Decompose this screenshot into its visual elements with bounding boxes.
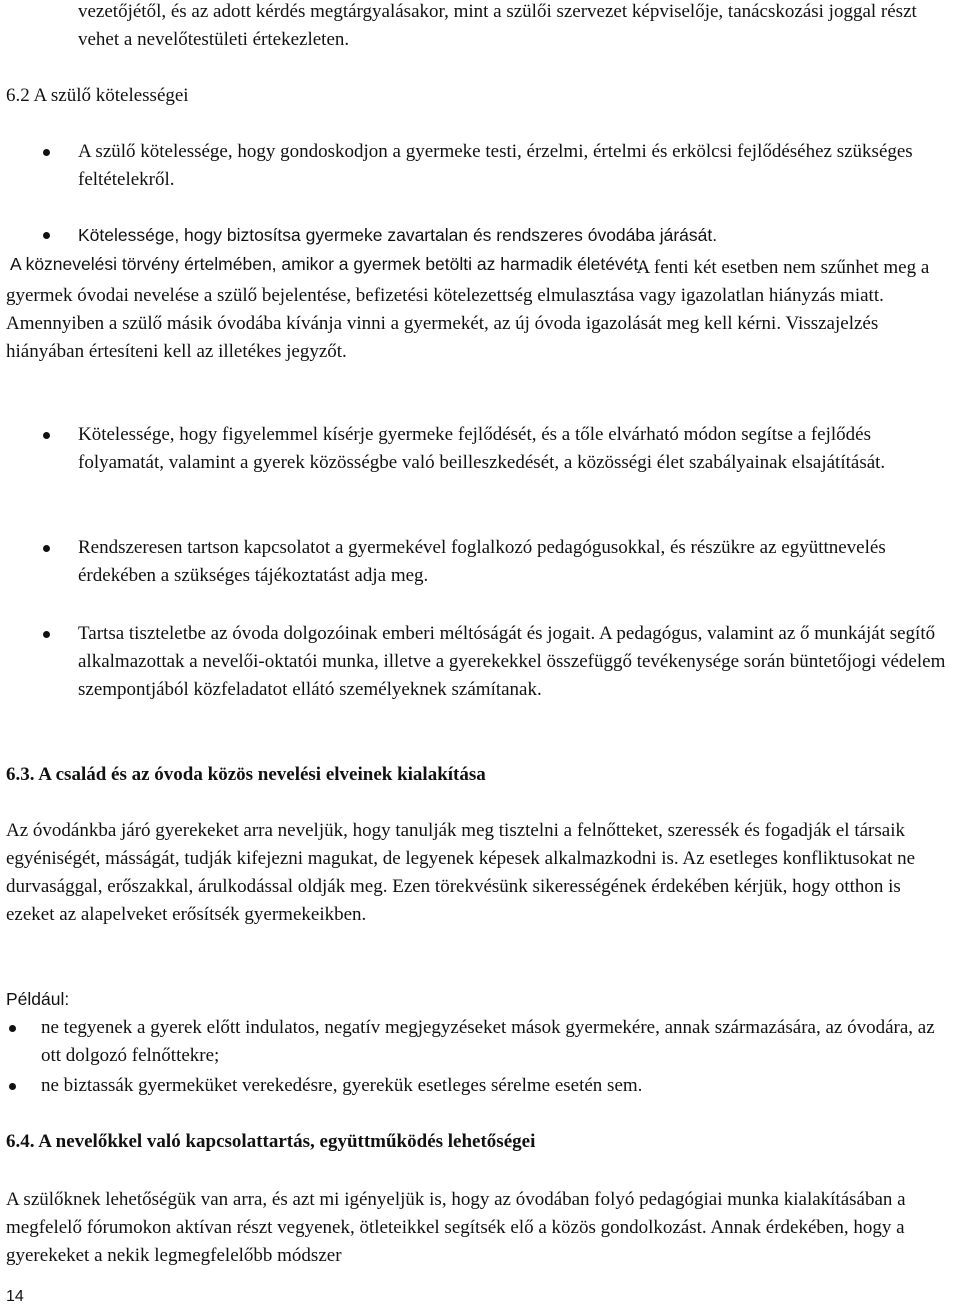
bullet-icon [43, 631, 50, 638]
section-6-4-heading: 6.4. A nevelőkkel való kapcsolattartás, együttműködés lehetőségei [6, 1131, 536, 1152]
bullet-icon [43, 232, 50, 239]
duty-bullet-1: A szülő kötelessége, hogy gondoskodjon a gyermeke testi, érzelmi, értelmi és erkölcsi fejlődéséhez szükséges feltételekről. [78, 141, 913, 190]
intro-paragraph: vezetőjétől, és az adott kérdés megtárgyalásakor, mint a szülői szervezet képviselője, tanácskozási joggal részt vehet a nevelőtestületi értekezleten. [78, 1, 917, 50]
duty-bullet-3: Kötelessége, hogy figyelemmel kísérje gyermeke fejlődését, és a tőle elvárható módon segítse a fejlődés folyamatát, valamint a gyerek közösségbe való beilleszkedését, a közösségi élet szabályainak elsajátítását. [78, 424, 886, 473]
duty-bullet-2: Kötelessége, hogy biztosítsa gyermeke zavartalan és rendszeres óvodába járását. [78, 225, 718, 245]
absence-paragraph-text [6, 254, 954, 366]
section-6-3-heading: 6.3. A család és az óvoda közös nevelési elveinek kialakítása [6, 764, 486, 785]
law-note: A köznevelési törvény értelmében, amikor a gyermek betölti az harmadik életévét. [10, 254, 644, 274]
duty-bullet-5: Tartsa tiszteletbe az óvoda dolgozóinak emberi méltóságát és jogait. A pedagógus, valamint az ő munkáját segítő alkalmazottak a nevelői-oktatói munka, illetve a gyerekekkel összefüggő tevékenysége során büntetőjogi védelem szempontjából közfeladatot ellátó személyeknek számítanak. [78, 623, 946, 700]
example-label: Például: [6, 989, 70, 1009]
absence-paragraph-body: A fenti két esetben nem szűnhet meg a gyermek óvodai nevelése a szülő bejelentése, befizetési kötelezettség elmulasztása vagy igazolatlan hiányzás miatt. Amennyiben a szülő másik óvodába kívánja vinni a gyermekét, az új óvoda igazolását meg kell kérni. Visszajelzés hiányában értesíteni kell az illetékes jegyzőt. [6, 257, 930, 362]
example-bullet-2: ne biztassák gyermeküket verekedésre, gyerekük esetleges sérelme esetén sem. [41, 1075, 643, 1096]
duty-bullet-4: Rendszeresen tartson kapcsolatot a gyermekével foglalkozó pedagógusokkal, és részükre az együttnevelés érdekében a szükséges tájékoztatást adja meg. [78, 537, 886, 586]
section-6-4-paragraph: A szülőknek lehetőségük van arra, és azt mi igényeljük is, hogy az óvodában folyó pedagógiai munka kialakításában a megfelelő fórumokon aktívan részt vegyenek, ötleteikkel segítsék elő a közös gondolkozást. Annak érdekében, hogy a gyerekeket a nekik legmegfelelőbb módszer [6, 1189, 906, 1266]
example-bullet-1: ne tegyenek a gyerek előtt indulatos, negatív megjegyzéseket mások gyermekére, annak származására, az óvodára, az ott dolgozó felnőttekre; [41, 1017, 935, 1066]
bullet-icon [43, 545, 50, 552]
section-6-3-paragraph: Az óvodánkba járó gyerekeket arra neveljük, hogy tanulják meg tisztelni a felnőtteket, szeressék és fogadják el társaik egyéniségét, másságát, tudják kifejezni magukat, de legyenek képesek alkalmazkodni is. Az esetleges konfliktusokat ne durvasággal, erőszakkal, árulkodással oldják meg. Ezen törekvésünk sikerességének érdekében kérjük, hogy otthon is ezeket az alapelveket erősítsék gyermekeikben. [6, 820, 916, 925]
bullet-icon [9, 1083, 16, 1090]
bullet-icon [43, 432, 50, 439]
page-number: 14 [6, 1288, 24, 1305]
bullet-icon [9, 1025, 16, 1032]
section-6-2-heading: 6.2 A szülő kötelességei [6, 85, 189, 106]
bullet-icon [43, 149, 50, 156]
